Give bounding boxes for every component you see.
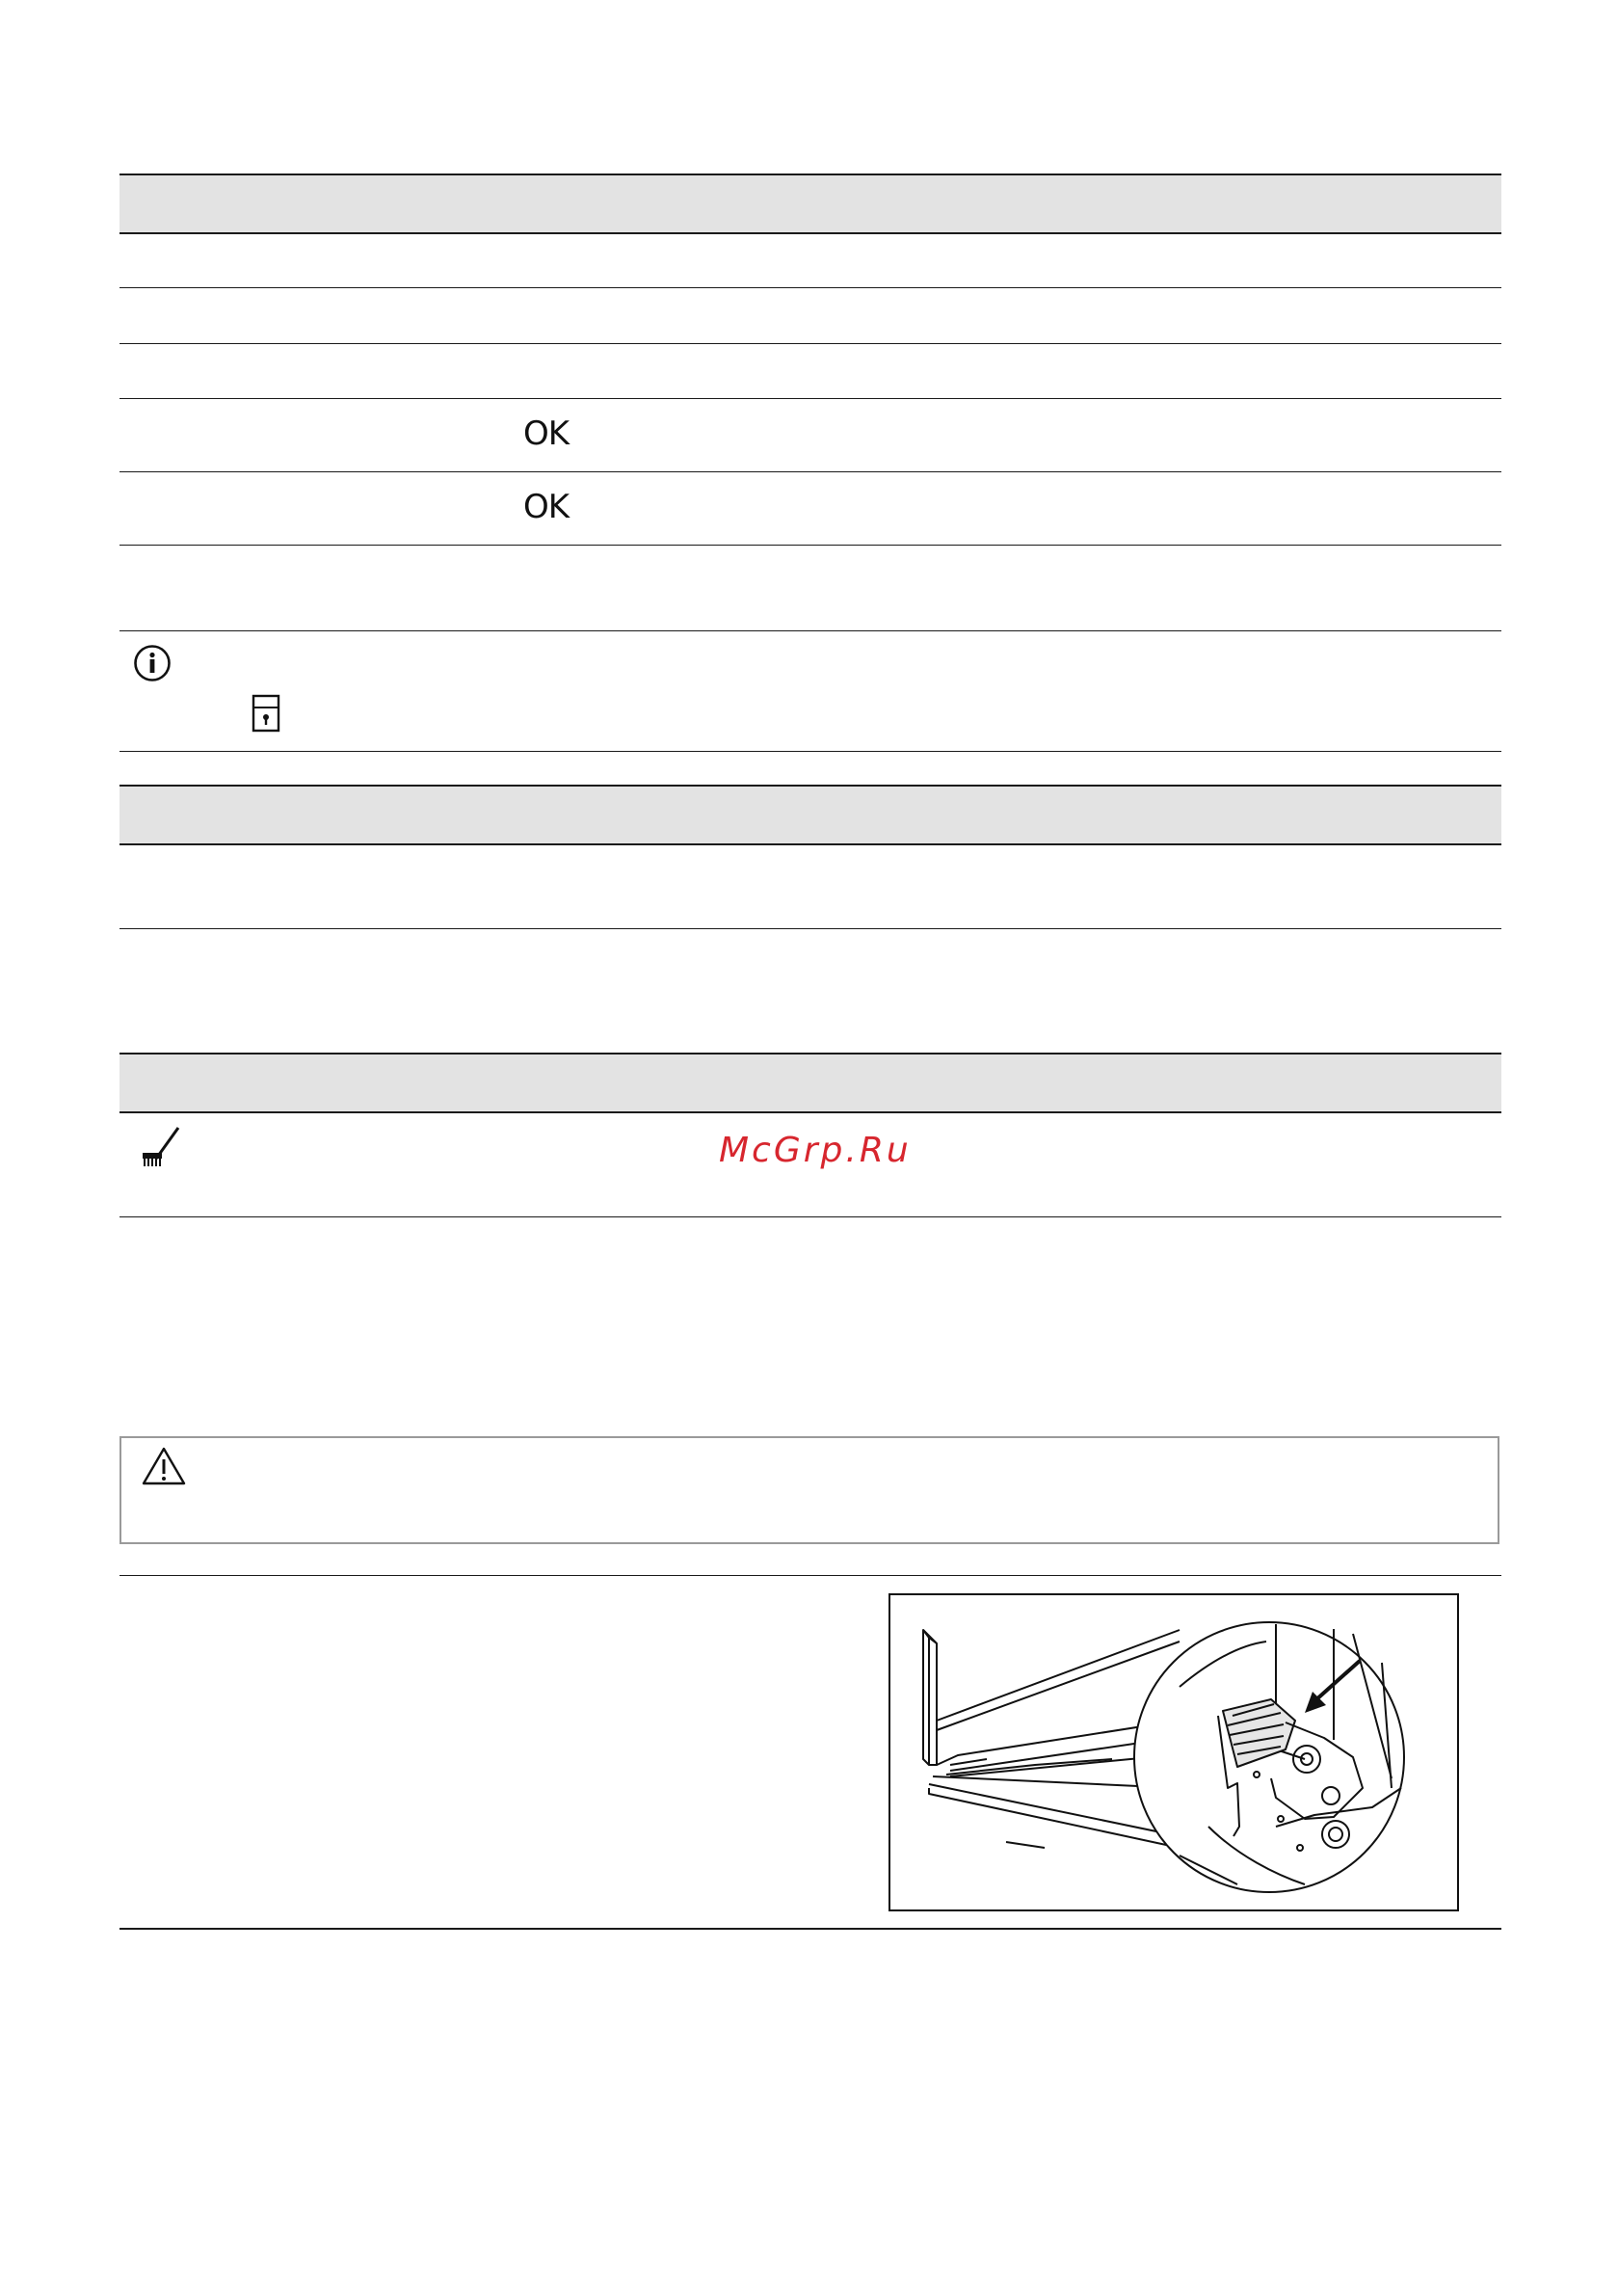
oven-door-hinge-figure [889, 1593, 1459, 1911]
table-rule [119, 843, 1501, 845]
table-rule [119, 785, 1501, 787]
info-icon [133, 644, 172, 682]
table-header-shade [119, 174, 1501, 233]
table-rule [119, 343, 1501, 344]
table-rule [119, 1575, 1501, 1576]
ok-button-label: OK [523, 414, 570, 453]
table-rule [119, 174, 1501, 175]
warning-box [119, 1436, 1499, 1544]
table-header-shade [119, 786, 1501, 843]
warning-icon [141, 1446, 187, 1486]
door-lock-icon [251, 694, 281, 733]
watermark: McGrp.Ru [719, 1131, 912, 1170]
table-rule [119, 287, 1501, 288]
table-rule [119, 545, 1501, 546]
ok-button-label: OK [523, 488, 570, 526]
cleaning-brush-icon [139, 1124, 183, 1168]
table-rule [119, 398, 1501, 399]
table-rule [119, 232, 1501, 234]
table-rule [119, 1111, 1501, 1113]
table-header-shade [119, 1054, 1501, 1112]
table-rule [119, 1053, 1501, 1055]
table-rule [119, 1216, 1501, 1217]
table-rule [119, 751, 1501, 752]
table-rule [119, 630, 1501, 631]
table-rule [119, 928, 1501, 929]
table-rule [119, 471, 1501, 472]
table-rule [119, 1928, 1501, 1930]
hinge-illustration [890, 1595, 1457, 1909]
